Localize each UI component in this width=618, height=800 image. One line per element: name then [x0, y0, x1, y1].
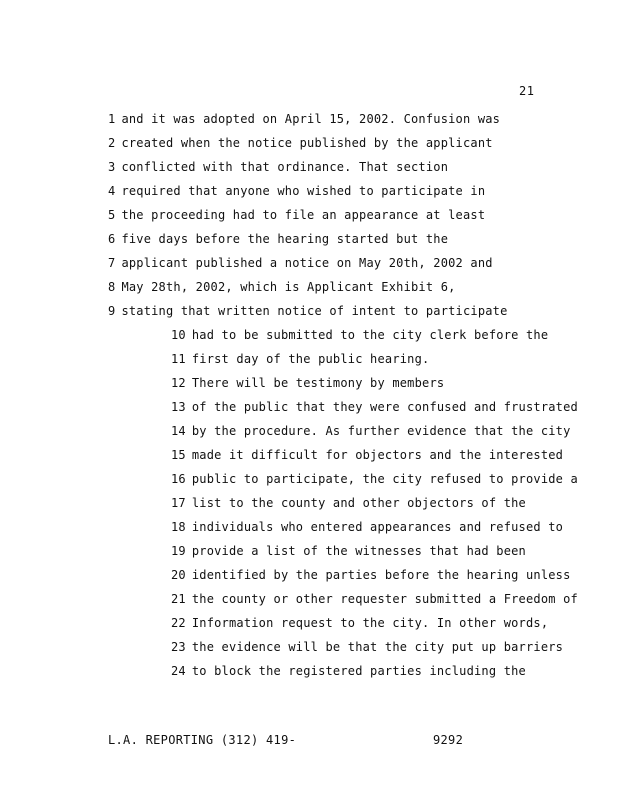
line-text: Information request to the city. In other words,	[191, 616, 549, 630]
transcript-line	[0, 563, 618, 587]
line-number: 11	[171, 352, 186, 366]
line-number: 2	[108, 136, 116, 150]
transcript-line	[0, 515, 618, 539]
line-text: by the procedure. As further evidence that the city	[191, 424, 571, 438]
line-number: 8	[108, 280, 116, 294]
line-text: made it difficult for objectors and the interested	[191, 448, 564, 462]
line-number: 3	[108, 160, 116, 174]
line-text: the proceeding had to file an appearance at least	[121, 208, 486, 222]
line-number: 15	[171, 448, 186, 462]
line-number: 19	[171, 544, 186, 558]
line-text: public to participate, the city refused to provide a	[191, 472, 578, 486]
line-text: first day of the public hearing.	[191, 352, 430, 366]
transcript-line	[0, 347, 618, 371]
transcript-line	[0, 323, 618, 347]
transcript-line	[0, 659, 618, 683]
line-number: 5	[108, 208, 116, 222]
line-text: applicant published a notice on May 20th, 2002 and	[121, 256, 493, 270]
line-number: 18	[171, 520, 186, 534]
line-number: 4	[108, 184, 116, 198]
line-number: 17	[171, 496, 186, 510]
transcript-line	[0, 131, 618, 155]
transcript-line	[0, 467, 618, 491]
line-number: 14	[171, 424, 186, 438]
line-number: 9	[108, 304, 116, 318]
reporter-footer: L.A. REPORTING (312) 419-	[108, 733, 297, 747]
line-text: and it was adopted on April 15, 2002. Confusion was	[121, 112, 501, 126]
transcript-line	[0, 251, 618, 275]
transcript-line	[0, 203, 618, 227]
line-number: 20	[171, 568, 186, 582]
line-number: 7	[108, 256, 116, 270]
transcript-line	[0, 227, 618, 251]
line-text: There will be testimony by members	[191, 376, 445, 390]
page-number: 21	[519, 84, 535, 98]
line-text: conflicted with that ordinance. That section	[121, 160, 449, 174]
line-text: five days before the hearing started but the	[121, 232, 449, 246]
line-text: had to be submitted to the city clerk before the	[191, 328, 549, 342]
line-number: 13	[171, 400, 186, 414]
transcript-line	[0, 371, 618, 395]
transcript-line	[0, 611, 618, 635]
transcript-line	[0, 635, 618, 659]
line-text: created when the notice published by the applicant	[121, 136, 493, 150]
line-text: stating that written notice of intent to participate	[121, 304, 508, 318]
transcript-line	[0, 491, 618, 515]
transcript-line	[0, 443, 618, 467]
line-number: 24	[171, 664, 186, 678]
line-text: identified by the parties before the hearing unless	[191, 568, 571, 582]
line-text: provide a list of the witnesses that had been	[191, 544, 526, 558]
transcript-line	[0, 419, 618, 443]
line-number: 1	[108, 112, 116, 126]
line-text: the evidence will be that the city put up barriers	[191, 640, 564, 654]
line-number: 21	[171, 592, 186, 606]
line-text: the county or other requester submitted a Freedom of	[191, 592, 578, 606]
line-number: 16	[171, 472, 186, 486]
reporter-phone-suffix: 9292	[433, 733, 464, 747]
transcript-line	[0, 587, 618, 611]
line-text: list to the county and other objectors of the	[191, 496, 526, 510]
transcript-line	[0, 395, 618, 419]
line-number: 10	[171, 328, 186, 342]
line-text: individuals who entered appearances and refused to	[191, 520, 564, 534]
transcript-line	[0, 107, 618, 131]
line-number: 22	[171, 616, 186, 630]
transcript-line	[0, 275, 618, 299]
line-text: May 28th, 2002, which is Applicant Exhibit 6,	[121, 280, 456, 294]
transcript-line	[0, 539, 618, 563]
line-text: of the public that they were confused and frustrated	[191, 400, 578, 414]
line-text: required that anyone who wished to participate in	[121, 184, 486, 198]
transcript-line	[0, 155, 618, 179]
line-number: 12	[171, 376, 186, 390]
transcript-line	[0, 299, 618, 323]
line-number: 6	[108, 232, 116, 246]
line-text: to block the registered parties including the	[191, 664, 526, 678]
line-number: 23	[171, 640, 186, 654]
transcript-line	[0, 179, 618, 203]
transcript-body	[0, 107, 618, 683]
